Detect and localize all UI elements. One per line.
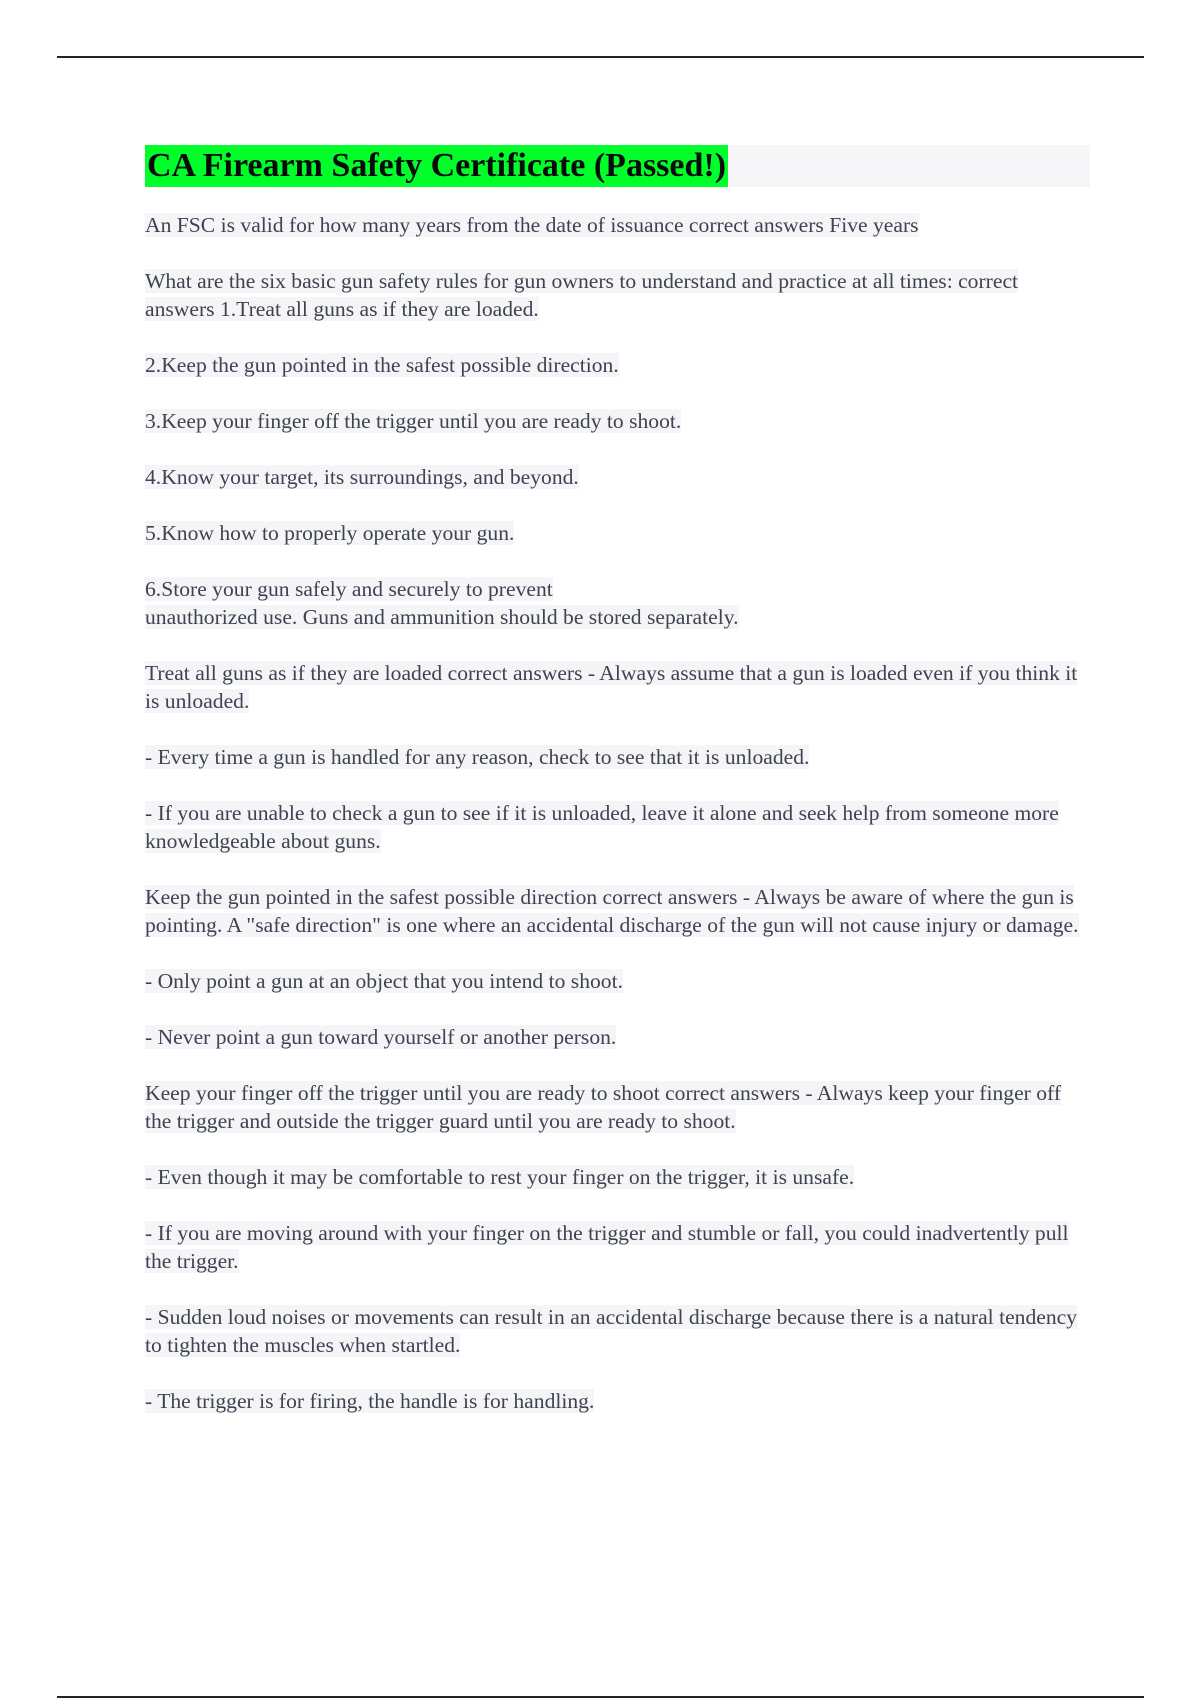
paragraph	[145, 1023, 1090, 1051]
paragraph	[145, 1163, 1090, 1191]
paragraph-text: 2.Keep the gun pointed in the safest possible direction.	[145, 353, 619, 377]
paragraph-text: - Never point a gun toward yourself or another person.	[145, 1025, 617, 1049]
paragraph-text: What are the six basic gun safety rules for gun owners to understand and practice at all times: correct answers 1.Treat all guns as if they are loaded.	[145, 269, 1019, 321]
paragraph-text: 4.Know your target, its surroundings, and beyond.	[145, 465, 579, 489]
paragraph-text: - If you are moving around with your finger on the trigger and stumble or fall, you could inadvertently pull the trigger.	[145, 1221, 1069, 1273]
paragraph-text: 6.Store your gun safely and securely to prevent unauthorized use. Guns and ammunition should be stored separately.	[145, 577, 739, 629]
paragraph-text: An FSC is valid for how many years from the date of issuance correct answers Five years	[145, 213, 919, 237]
paragraph-text: - Only point a gun at an object that you intend to shoot.	[145, 969, 623, 993]
document-title: CA Firearm Safety Certificate (Passed!)	[145, 145, 728, 187]
paragraph	[145, 883, 1090, 939]
paragraph-text: - If you are unable to check a gun to see if it is unloaded, leave it alone and seek help from someone more knowledgeable about guns.	[145, 801, 1059, 853]
paragraph	[145, 743, 1090, 771]
paragraph	[145, 1219, 1090, 1275]
paragraph-text: - The trigger is for firing, the handle is for handling.	[145, 1389, 595, 1413]
paragraph	[145, 659, 1090, 715]
document-body	[145, 145, 1090, 1443]
top-rule	[57, 56, 1144, 58]
paragraph	[145, 799, 1090, 855]
paragraph	[145, 211, 1090, 239]
paragraph-text: Treat all guns as if they are loaded correct answers - Always assume that a gun is loaded even if you think it is unloaded.	[145, 661, 1078, 713]
paragraph-text: - Even though it may be comfortable to rest your finger on the trigger, it is unsafe.	[145, 1165, 855, 1189]
bottom-rule	[57, 1696, 1144, 1698]
paragraph	[145, 407, 1090, 435]
paragraph	[145, 351, 1090, 379]
paragraph-text: 3.Keep your finger off the trigger until you are ready to shoot.	[145, 409, 682, 433]
paragraph	[145, 967, 1090, 995]
paragraph-text: Keep the gun pointed in the safest possible direction correct answers - Always be aware of where the gun is pointing. A "safe direction" is one where an accidental discharge of the gun will not cause injury or damage.	[145, 885, 1079, 937]
title-row	[145, 145, 1090, 187]
paragraph	[145, 463, 1090, 491]
paragraph-text: 5.Know how to properly operate your gun.	[145, 521, 515, 545]
paragraph	[145, 1387, 1090, 1415]
paragraph	[145, 575, 1090, 631]
paragraph-text: Keep your finger off the trigger until you are ready to shoot correct answers - Always keep your finger off the trigger and outside the trigger guard until you are ready to shoot.	[145, 1081, 1062, 1133]
paragraph-text: - Every time a gun is handled for any reason, check to see that it is unloaded.	[145, 745, 810, 769]
paragraph-text: - Sudden loud noises or movements can result in an accidental discharge because there is a natural tendency to tighten the muscles when startled.	[145, 1305, 1078, 1357]
paragraph	[145, 1079, 1090, 1135]
paragraph	[145, 1303, 1090, 1359]
paragraph	[145, 519, 1090, 547]
paragraph	[145, 267, 1090, 323]
